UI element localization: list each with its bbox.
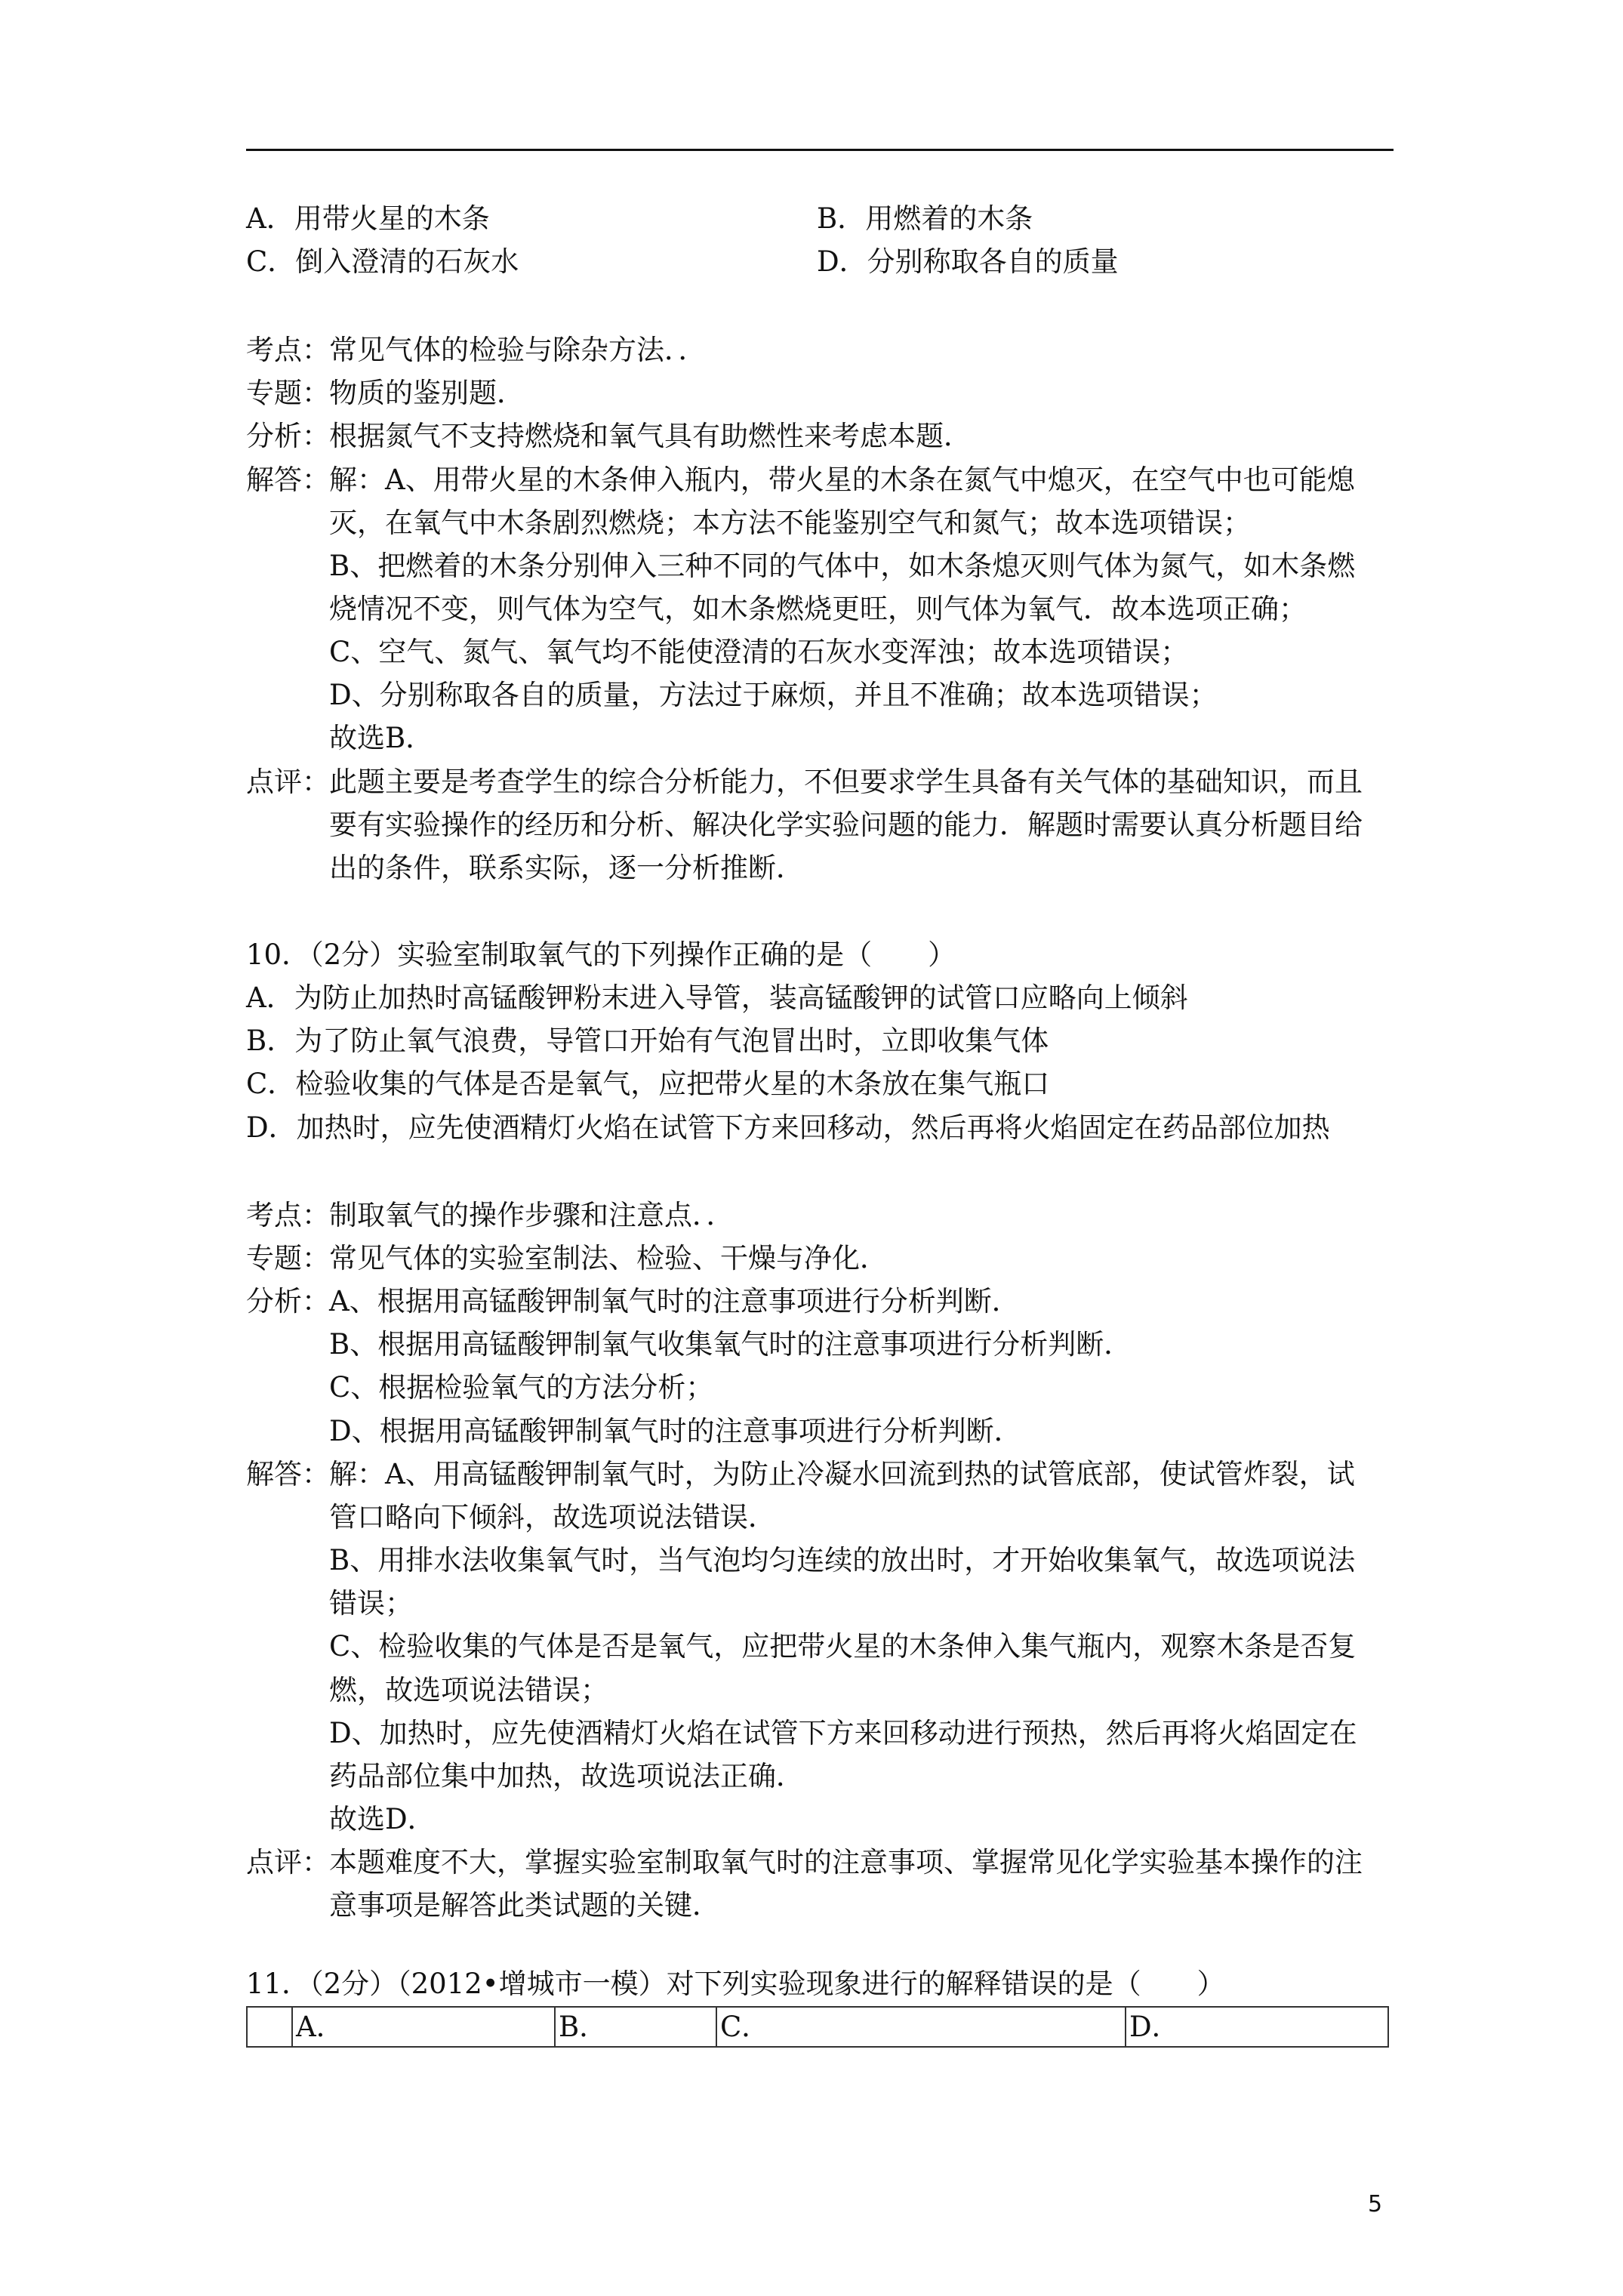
q11-stem: 11．（2分）（2012•增城市一模）对下列实验现象进行的解释错误的是（ ） [246, 1968, 1225, 2000]
q10-kaodian: 制取氧气的操作步骤和注意点．． [329, 1199, 735, 1231]
q9-jieda-line: D、分别称取各自的质量，方法过于麻烦，并且不准确；故本选项错误； [329, 679, 1218, 711]
q10-jieda-line: 错误； [329, 1587, 413, 1620]
q9-jieda-label: 解答： [246, 464, 330, 496]
q10-fenxi-line: C、根据检验氧气的方法分析； [329, 1371, 714, 1404]
q10-jieda-line: 管口略向下倾斜，故选项说法错误． [329, 1501, 776, 1533]
header-rule [246, 149, 1394, 151]
q10-kaodian-label: 考点： [246, 1199, 330, 1231]
q10-fenxi-label: 分析： [246, 1285, 330, 1318]
q11-cell-a: A． [291, 2008, 554, 2046]
q9-option-d: D．分别称取各自的质量 [817, 245, 1119, 278]
q10-dianping-line: 意事项是解答此类试题的关键． [329, 1889, 720, 1922]
q9-jieda-line: 故选B． [329, 722, 434, 754]
q9-jieda-line: 灭，在氧气中木条剧烈燃烧；本方法不能鉴别空气和氮气；故本选项错误； [329, 507, 1251, 539]
q10-dianping-line: 本题难度不大，掌握实验室制取氧气时的注意事项、掌握常见化学实验基本操作的注 [329, 1846, 1363, 1878]
q9-dianping-line: 要有实验操作的经历和分析、解决化学实验问题的能力．解题时需要认真分析题目给 [329, 809, 1363, 841]
q10-option-b: B．为了防止氧气浪费，导管口开始有气泡冒出时，立即收集气体 [246, 1025, 1049, 1057]
q11-cell-c: C． [716, 2008, 1125, 2046]
q10-jieda-line: C、检验收集的气体是否是氧气，应把带火星的木条伸入集气瓶内，观察木条是否复 [329, 1630, 1357, 1663]
q10-stem: 10．（2分）实验室制取氧气的下列操作正确的是（ ） [246, 938, 956, 971]
q9-option-c: C．倒入澄清的石灰水 [246, 245, 519, 278]
q9-jieda-line: C、空气、氮气、氧气均不能使澄清的石灰水变浑浊；故本选项错误； [329, 636, 1189, 668]
q9-dianping-line: 出的条件，联系实际，逐一分析推断． [329, 852, 804, 884]
q10-dianping-label: 点评： [246, 1846, 330, 1878]
q9-dianping-label: 点评： [246, 766, 330, 798]
q9-jieda-line: 解：A、用带火星的木条伸入瓶内，带火星的木条在氮气中熄灭，在空气中也可能熄 [329, 464, 1355, 496]
q9-kaodian-label: 考点： [246, 334, 330, 366]
q10-jieda-line: B、用排水法收集氧气时，当气泡均匀连续的放出时，才开始收集氧气，故选项说法 [329, 1544, 1356, 1576]
page-number: 5 [1368, 2191, 1383, 2217]
q10-jieda-line: 燃，故选项说法错误； [329, 1674, 608, 1706]
q10-fenxi-line: B、根据用高锰酸钾制氧气收集氧气时的注意事项进行分析判断． [329, 1328, 1132, 1361]
q11-cell-d: D． [1125, 2008, 1387, 2046]
q9-option-a: A．用带火星的木条 [246, 202, 490, 235]
q10-jieda-line: 故选D． [329, 1803, 436, 1835]
q11-cell-b: B． [554, 2008, 716, 2046]
q9-fenxi: 根据氮气不支持燃烧和氧气具有助燃性来考虑本题． [329, 420, 972, 452]
q10-fenxi-line: D、根据用高锰酸钾制氧气时的注意事项进行分析判断． [329, 1415, 1022, 1447]
q9-zhuanti: 物质的鉴别题． [329, 377, 525, 409]
q11-option-table [246, 2006, 1389, 2048]
q10-fenxi-line: A、根据用高锰酸钾制氧气时的注意事项进行分析判断． [329, 1285, 1020, 1318]
q9-dianping-line: 此题主要是考查学生的综合分析能力，不但要求学生具备有关气体的基础知识，而且 [329, 766, 1363, 798]
q10-jieda-line: 药品部位集中加热，故选项说法正确． [329, 1760, 804, 1792]
q9-jieda-line: B、把燃着的木条分别伸入三种不同的气体中，如木条熄灭则气体为氮气，如木条燃 [329, 550, 1356, 582]
q10-option-a: A．为防止加热时高锰酸钾粉末进入导管，装高锰酸钾的试管口应略向上倾斜 [246, 982, 1188, 1014]
q9-zhuanti-label: 专题： [246, 377, 330, 409]
q10-zhuanti: 常见气体的实验室制法、检验、干燥与净化． [329, 1242, 888, 1274]
q10-jieda-line: D、加热时，应先使酒精灯火焰在试管下方来回移动进行预热，然后再将火焰固定在 [329, 1717, 1357, 1749]
q10-option-c: C．检验收集的气体是否是氧气，应把带火星的木条放在集气瓶口 [246, 1068, 1050, 1100]
q10-jieda-line: 解：A、用高锰酸钾制氧气时，为防止冷凝水回流到热的试管底部，使试管炸裂，试 [329, 1458, 1355, 1490]
q10-option-d: D．加热时，应先使酒精灯火焰在试管下方来回移动，然后再将火焰固定在药品部位加热 [246, 1111, 1330, 1144]
q9-kaodian: 常见气体的检验与除杂方法．． [329, 334, 707, 366]
q10-zhuanti-label: 专题： [246, 1242, 330, 1274]
q10-jieda-label: 解答： [246, 1458, 330, 1490]
q9-option-b: B．用燃着的木条 [817, 202, 1033, 235]
q9-jieda-line: 烧情况不变，则气体为空气，如木条燃烧更旺，则气体为氧气．故本选项正确； [329, 593, 1307, 625]
q9-fenxi-label: 分析： [246, 420, 330, 452]
